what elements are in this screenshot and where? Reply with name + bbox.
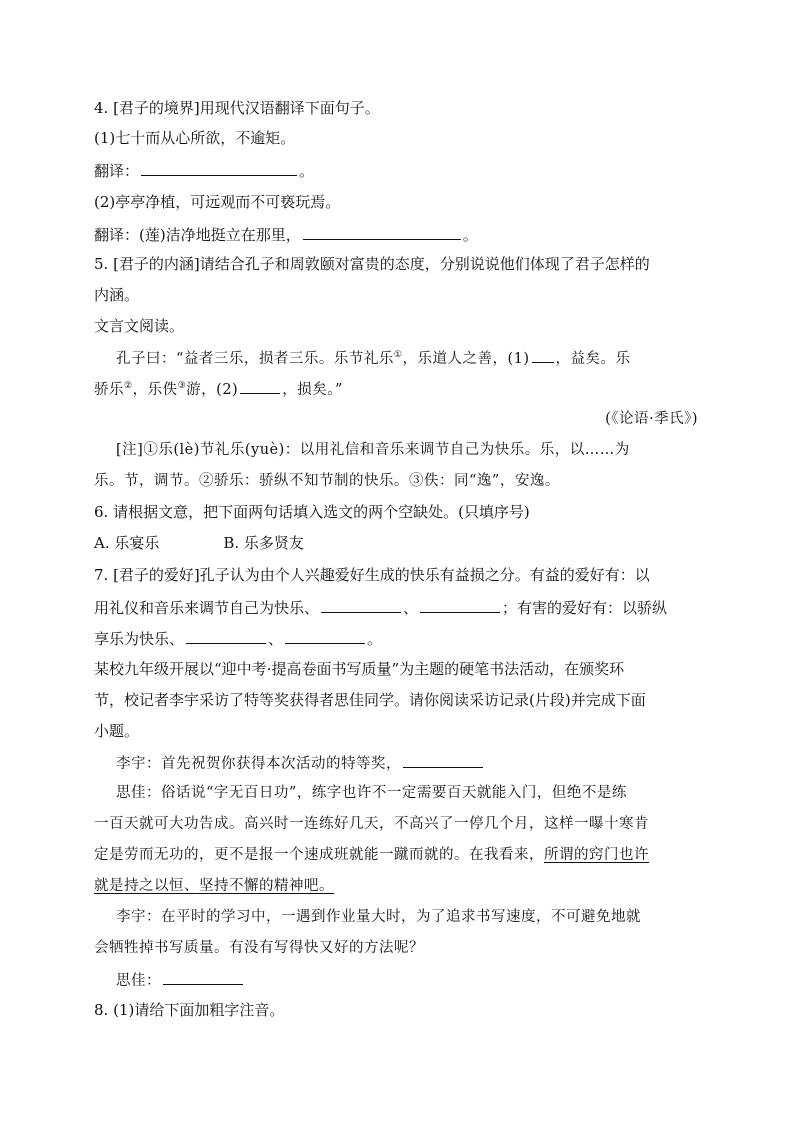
intro-line-3: 小题。 <box>94 722 140 740</box>
note-line-1: [注]①乐(lè)节礼乐(yuè)：以用礼信和音乐来调节自己为快乐。乐，以……为 <box>116 442 630 458</box>
interview-text: 定是劳而无功的，更不是报一个速成班就能一蹴而就的。在我看来， <box>94 847 544 863</box>
interview-line-3: 会牺牲掉书写质量。有没有写得快又好的方法呢？ <box>94 940 424 956</box>
intro-line-2: 节，校记者李宇采访了特等奖获得者思佳同学。请你阅读采访记录(片段)并完成下面 <box>94 691 646 709</box>
interview-siajia-1: 思佳：俗话说“字无百日功”，练字也许不一定需要百天就能入门，但绝不是练 <box>116 785 627 801</box>
interview-text: 李宇：首先祝贺你获得本次活动的特等奖， <box>116 756 401 772</box>
interview-line-2: 李宇：在平时的学习中，一遇到作业量大时，为了追求书写速度，不可避免地就 <box>116 909 641 925</box>
passage-text: ，乐佚 <box>132 382 178 398</box>
interview-line-1 <box>116 752 485 774</box>
interview-siajia-4 <box>94 876 334 896</box>
answer-blank[interactable] <box>303 224 461 240</box>
q7-text: 享乐为快乐、 <box>94 630 185 648</box>
passage-text: 游，(2) <box>186 382 239 398</box>
passage-text: 骄乐 <box>94 382 124 398</box>
interview-siajia-5 <box>116 969 245 991</box>
option-b: B. 乐多贤友 <box>223 534 304 552</box>
answer-blank[interactable] <box>321 597 401 613</box>
answer-blank[interactable] <box>186 628 266 644</box>
q4-translation-2 <box>94 224 478 245</box>
answer-blank[interactable] <box>240 378 280 394</box>
answer-blank[interactable] <box>532 347 554 363</box>
q7-text: 用礼仪和音乐来调节自己为快乐、 <box>94 599 320 617</box>
underlined-text: 就是持之以恒、坚持不懈的精神吧。 <box>94 878 334 894</box>
q7-text: ；有害的爱好有：以骄纵 <box>502 599 668 617</box>
answer-blank[interactable] <box>285 628 365 644</box>
q6-options <box>94 533 304 553</box>
q4-sentence-2: (2)亭亭净植，可远观而不可亵玩焉。 <box>94 193 341 211</box>
footnote-mark: ② <box>124 381 133 392</box>
passage-text: ，益矣。乐 <box>555 351 631 367</box>
punctuation: 。 <box>462 226 478 244</box>
intro-line-1: 某校九年级开展以“迎中考·提高卷面书写质量”为主题的硬笔书法活动，在颁奖环 <box>94 660 625 678</box>
q7-text: 、 <box>268 630 284 648</box>
q7-text: 、 <box>403 599 419 617</box>
passage-text: ，乐道人之善，(1) <box>402 351 530 367</box>
reading-heading: 文言文阅读。 <box>94 317 185 335</box>
q8-title: 8. (1)请给下面加粗字注音。 <box>94 1001 285 1019</box>
q7-text: 。 <box>367 630 383 648</box>
q7-line-2 <box>94 597 667 618</box>
option-a: A. 乐宴乐 <box>94 534 160 552</box>
q5-line-1: 5. [君子的内涵]请结合孔子和周敦颐对富贵的态度，分别说说他们体现了君子怎样的 <box>94 255 650 273</box>
q4-translation-1 <box>94 160 314 181</box>
answer-blank[interactable] <box>420 597 500 613</box>
q5-line-2: 内涵。 <box>94 286 140 304</box>
punctuation: 。 <box>299 162 315 180</box>
translation-label: 翻译：(莲)洁净地挺立在那里， <box>94 226 301 244</box>
passage-text: ，损矣。” <box>282 382 343 398</box>
footnote-mark: ① <box>393 350 403 361</box>
q7-line-1: 7. [君子的爱好]孔子认为由个人兴趣爱好生成的快乐有益损之分。有益的爱好有：以 <box>94 566 650 584</box>
q4-title: 4. [君子的境界]用现代汉语翻译下面句子。 <box>94 99 380 117</box>
answer-blank[interactable] <box>141 160 297 176</box>
footnote-mark: ③ <box>177 381 187 392</box>
passage-line-2 <box>94 378 343 400</box>
answer-blank[interactable] <box>403 752 483 768</box>
answer-blank[interactable] <box>163 969 243 985</box>
passage-line-1 <box>116 347 631 369</box>
passage-text: 孔子曰：“益者三乐，损者三乐。乐节礼乐 <box>116 351 394 367</box>
q4-sentence-1: (1)七十而从心所欲，不逾矩。 <box>94 129 296 147</box>
note-line-2: 乐。节，调节。②骄乐：骄纵不知节制的快乐。③佚：同“逸”，安逸。 <box>94 473 560 489</box>
underlined-text: 所谓的窍门也许 <box>544 847 649 863</box>
passage-source: (《论语·季氏》) <box>605 411 698 427</box>
translation-label: 翻译： <box>94 162 140 180</box>
interview-siajia-2: 一百天就可大功告成。高兴时一连练好几天，不高兴了一停几个月，这样一曝十寒肯 <box>94 816 649 832</box>
interview-siajia-3 <box>94 845 649 865</box>
interview-text: 思佳： <box>116 973 161 989</box>
q7-line-3 <box>94 628 382 649</box>
q6-title: 6. 请根据文意，把下面两句话填入选文的两个空缺处。(只填序号) <box>94 503 530 521</box>
